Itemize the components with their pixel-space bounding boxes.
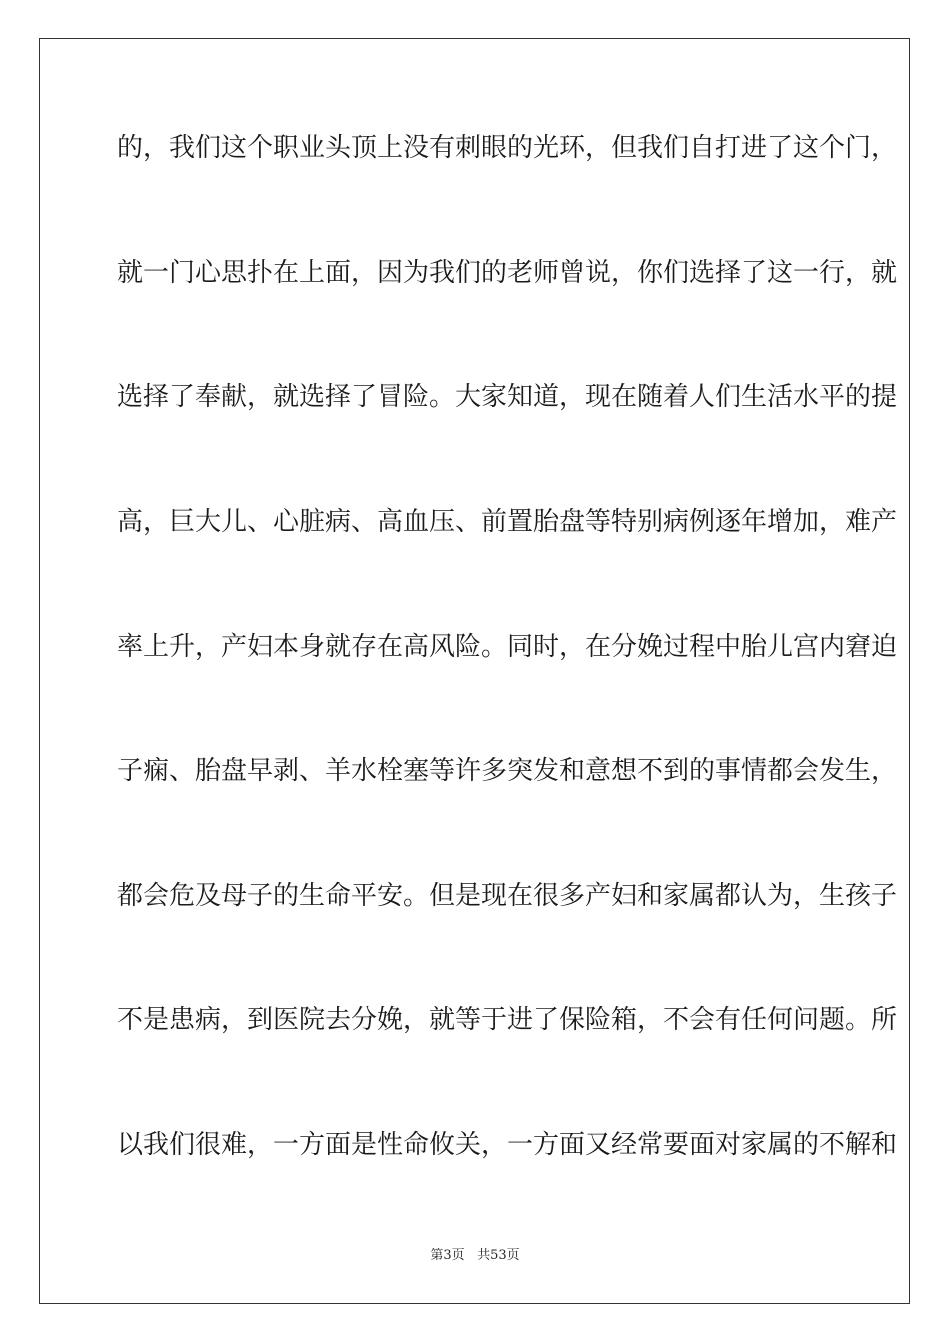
body-text-line-1: 的，我们这个职业头顶上没有刺眼的光环，但我们自打进了这个门， xyxy=(117,133,898,163)
page-border xyxy=(39,38,910,1304)
footer-total-pages: 53 xyxy=(490,1248,507,1263)
page-footer xyxy=(0,1248,950,1264)
body-text-line-4: 高，巨大儿、心脏病、高血压、前置胎盘等特别病例逐年增加，难产 xyxy=(117,507,898,537)
body-text-line-5: 率上升，产妇本身就存在高风险。同时，在分娩过程中胎儿宫内窘迫 xyxy=(117,632,898,662)
body-text-line-3: 选择了奉献，就选择了冒险。大家知道，现在随着人们生活水平的提 xyxy=(117,382,898,412)
footer-page-number: 3 xyxy=(443,1248,452,1263)
body-text-line-7: 都会危及母子的生命平安。但是现在很多产妇和家属都认为，生孩子 xyxy=(117,881,898,911)
body-text-line-9: 以我们很难，一方面是性命攸关，一方面又经常要面对家属的不解和 xyxy=(117,1130,898,1160)
body-text-line-2: 就一门心思扑在上面，因为我们的老师曾说，你们选择了这一行，就 xyxy=(117,258,898,288)
footer-total-label: 共 xyxy=(477,1248,491,1263)
body-text-line-8: 不是患病，到医院去分娩，就等于进了保险箱，不会有任何问题。所 xyxy=(117,1005,898,1035)
footer-total-suffix: 页 xyxy=(506,1248,520,1263)
footer-page-label: 第 xyxy=(430,1248,444,1263)
footer-page-suffix: 页 xyxy=(451,1248,465,1263)
body-text-line-6: 子痫、胎盘早剥、羊水栓塞等许多突发和意想不到的事情都会发生， xyxy=(117,756,898,786)
